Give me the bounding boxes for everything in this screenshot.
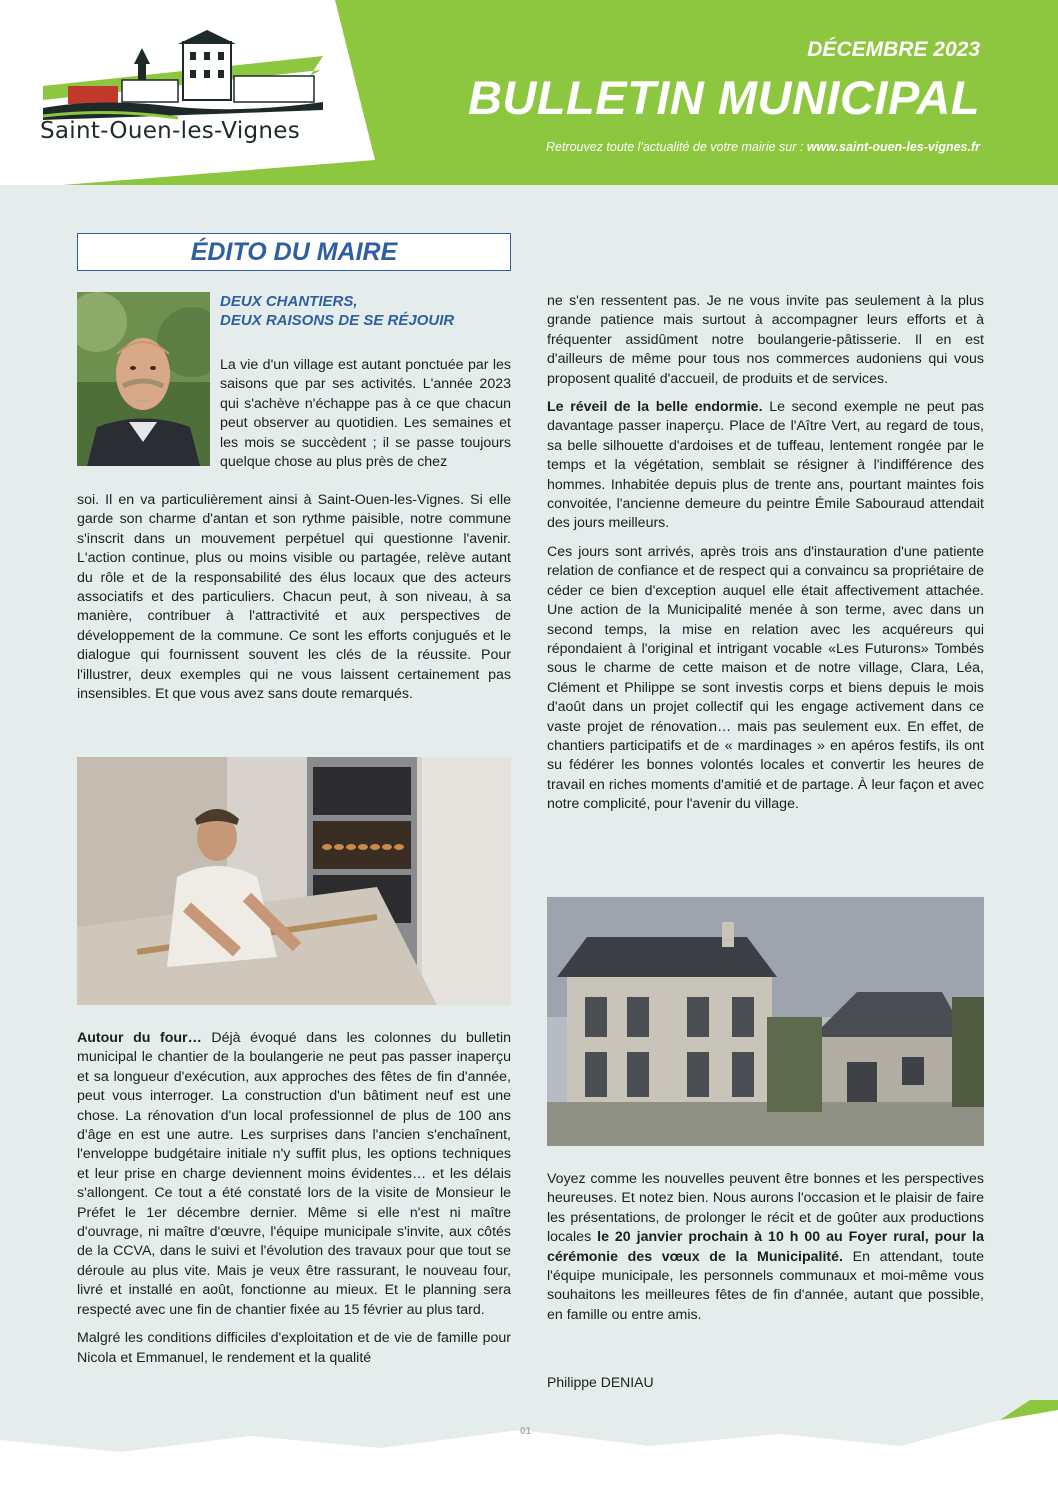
website-prefix: Retrouvez toute l'actualité de votre mairie sur : [545, 140, 807, 154]
reveil-paragraph [547, 398, 984, 534]
malgre-paragraph: Malgré les conditions difficiles d'exploitation et de vie de famille pour Nicola et Emmanuel, le rendement et la qualité [77, 1330, 511, 1366]
edito-subtitle [220, 292, 510, 330]
voyez-event: le 20 janvier prochain à 10 h 00 au Foyer rural, pour la cérémonie des vœux de la Municipalité. [547, 1229, 984, 1265]
footer-wave [0, 1400, 1058, 1497]
right-column-bottom [547, 1170, 984, 1334]
issue-date: DÉCEMBRE 2023 [807, 38, 980, 61]
page-number: 01 [520, 1426, 532, 1437]
bakery-article [77, 1029, 511, 1377]
voyez-text-a: Voyez comme les nouvelles peuvent être bonnes et les perspectives heureuses. Et notez bien. Nous aurons l'occasion et le plaisir de faire les présentations, de prolonger le récit et de goûter aux productions locales [547, 1171, 984, 1246]
edito-banner-title: ÉDITO DU MAIRE [190, 237, 398, 266]
mayor-portrait [77, 292, 210, 466]
edito-banner [77, 233, 511, 271]
bakery-lead: Autour du four… [77, 1030, 202, 1046]
jours-paragraph: Ces jours sont arrivés, après trois ans d'instauration d'une patiente relation de confiance et de respect qui a convaincu sa propriétaire de céder ce bien d'exception auquel elle était affectivement attachée. Une action de la Municipalité menée à son terme, avec dans un second temps, la mise en relation avec les acquéreurs qui répondaient à l'original et intrigant vocable «Les Futurons» Tombés sous le charme de cette maison et de notre village, Clara, Léa, Clément et Philippe se sont investis corps et biens depuis le mois d'août dans un projet collectif qui les engage activement dans ce vaste projet de rénovation… mais pas seulement eux. En effet, de chantiers participatifs et de « mardinages » en apéros festifs, ils ont su fédérer les bonnes volontés locales et convertir les heures de travail en riches moments d'amitié et de partage. À leur façon et avec notre complicité, pour l'avenir du village. [547, 543, 984, 813]
town-logo [38, 28, 328, 168]
website-line [546, 140, 980, 154]
bakery-photo [77, 757, 511, 1005]
website-link[interactable]: www.saint-ouen-les-vignes.fr [806, 140, 980, 154]
voyez-paragraph [547, 1170, 984, 1325]
mayor-signature: Philippe DENIAU [547, 1374, 654, 1390]
edito-intro-wrap [220, 356, 511, 472]
reveil-lead: Le réveil de la belle endormie. [547, 399, 763, 416]
town-name: Saint-Ouen-les-Vignes [40, 118, 301, 144]
right-paragraph-1: ne s'en ressentent pas. Je ne vous invite pas seulement à la plus grande patience mais surtout à accompagner leurs efforts et à fréquenter assidûment notre boulangerie-pâtisserie. Il en est d'ailleurs de même pour tous nos commerces audoniens qui vous proposent qualité d'accueil, de produits et de services. [547, 293, 984, 387]
bakery-paragraph [77, 1029, 511, 1320]
bakery-text: Déjà évoqué dans les colonnes du bulletin municipal le chantier de la boulangerie ne peut pas passer inaperçu et sa longueur d'exécution, aux approches des fêtes de fin d'année, peut vous interroger. La construction d'un bâtiment neuf est une chose. La rénovation d'un local professionnel de plus de 100 ans d'âge en est une autre. Les surprises dans l'ancien s'enchaînent, l'enveloppe budgétaire initiale n'y suffit plus, les options techniques et leur prise en charge deviennent moins évidentes… et les délais s'allongent. Ce tout a été constaté lors de la visite de Monsieur le Préfet le 1er décembre dernier. Même si elle n'est ni maître d'ouvrage, ni maître d'œuvre, l'équipe municipale s'invite, aux côtés de la CCVA, dans le suivi et l'évolution des travaux pour que tout se déroule au plus vite. Mais je veux être rassurant, le nouveau four, livré et installé en août, fonctionne au mieux. Et le planning sera respecté avec une fin de chantier fixée au 15 février au plus tard. [77, 1030, 511, 1318]
edito-intro-wrap-text: La vie d'un village est autant ponctuée par les saisons que par ses activités. L'année 2023 qui s'achève n'échappe pas à ce que chacun peut observer au quotidien. Les semaines et les mois se succèdent ; il se passe toujours quelque chose au plus près de chez [220, 357, 511, 471]
reveil-text: Le second exemple ne peut pas davantage passer inaperçu. Place de l'Aître Vert, au regard de tous, sa belle silhouette d'ardoises et de tuffeau, lentement rongée par le temps et la végétation, semblait se résigner à l'indifférence des hommes. Inhabitée depuis plus de trente ans, pourtant maintes fois convoitée, l'ancienne demeure du peintre Émile Sabouraud attendait des jours meilleurs. [547, 399, 984, 532]
right-column-top [547, 292, 984, 824]
edito-intro-full [77, 491, 511, 704]
edito-subtitle-line2: DEUX RAISONS DE SE RÉJOUIR [220, 312, 455, 329]
edito-subtitle-line1: DEUX CHANTIERS, [220, 293, 358, 310]
voyez-text-b: En attendant, toute l'équipe municipale, les personnels communaux et moi-même vous souhaitons les meilleures fêtes de fin d'année, autant que possible, en famille ou entre amis. [547, 1248, 984, 1323]
house-photo [547, 897, 984, 1146]
edito-intro-full-text: soi. Il en va particulièrement ainsi à Saint-Ouen-les-Vignes. Si elle garde son charme d'antan et son rythme paisible, notre commune s'inscrit dans un mouvement perpétuel qui questionne l'avenir. L'action continue, plus ou moins visible ou partagée, relève autant du rôle et de la responsabilité des élus locaux que des acteurs associatifs et des particuliers. Chacun peut, à son niveau, à sa manière, contribuer à l'attractivité et aux perspectives de développement de la commune. Ce sont les efforts conjugués et le dialogue qui fournissent souvent les clés de la réussite. Pour l'illustrer, deux exemples qui ne vous laissent certainement pas insensibles. Et que vous avez sans doute remarqués. [77, 492, 511, 703]
bulletin-title: BULLETIN MUNICIPAL [467, 71, 980, 124]
